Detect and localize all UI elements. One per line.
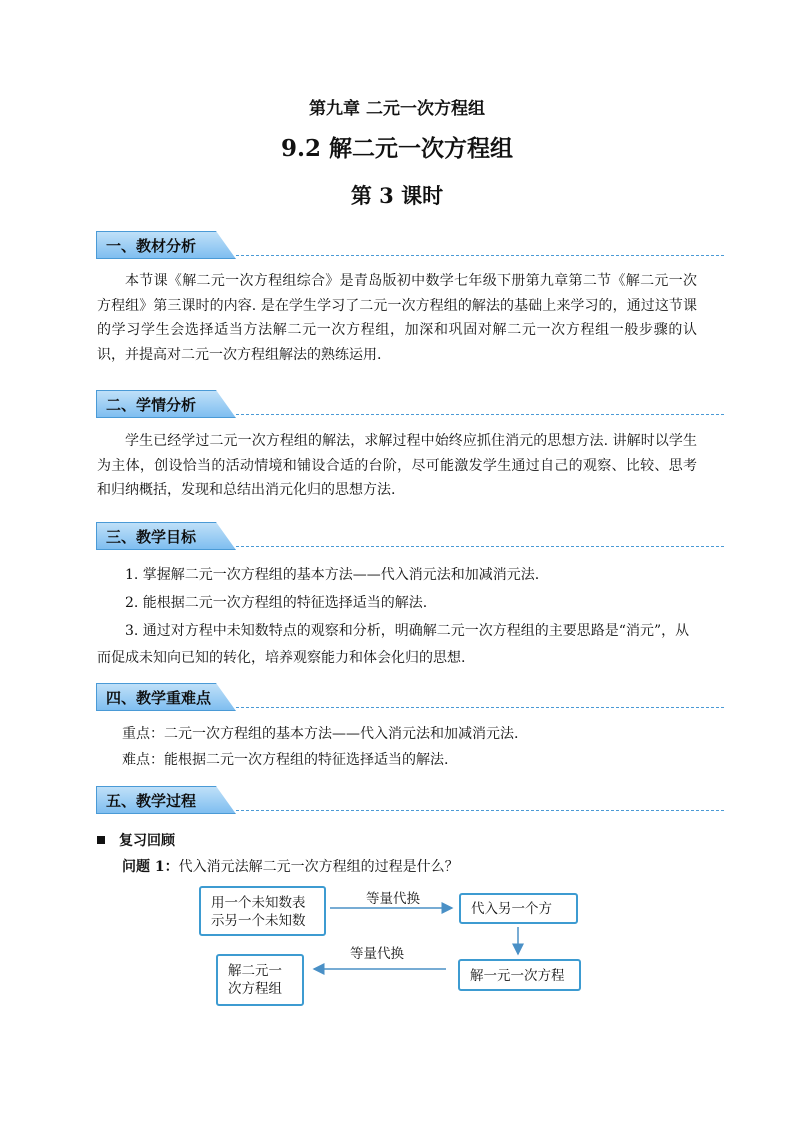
- arrow-label-top: 等量代换: [366, 891, 420, 907]
- lesson-title: 第 3 课时: [350, 183, 444, 208]
- objective-item-continued: 而促成未知向已知的转化，培养观察能力和体会化归的思想.: [97, 650, 466, 666]
- arrow-label-bottom: 等量代换: [350, 946, 404, 962]
- section-label: 三、教学目标: [106, 528, 197, 546]
- review-title: 复习回顾: [119, 833, 175, 849]
- question-label: 问题 1：: [122, 859, 179, 875]
- flow-box-solve-linear: 解一元一次方程: [458, 959, 581, 991]
- flow-box-solve-system: 解二元一次方程组: [216, 954, 304, 1006]
- section-label: 一、教材分析: [106, 237, 197, 255]
- textbook-analysis-text: 本节课《解二元一次方程组综合》是青岛版初中数学七年级下册第九章第二节《解二元一次方程组》第三课时的内容. 是在学生学习了二元一次方程组的解法的基础上来学习的，通过这节课的学习学生会选择适当方法解二元一次方程组，加深和巩固对解二元一次方程组一般步骤的认识，并提高对二元一次方程组解法的熟练运用.: [97, 273, 697, 363]
- key-difficulty: 难点：能根据二元一次方程组的特征选择适当的解法.: [122, 752, 449, 768]
- question-text: 代入消元法解二元一次方程组的过程是什么？: [178, 859, 459, 875]
- chapter-title: 第九章 二元一次方程组: [309, 99, 485, 119]
- section-title: 9.2 解二元一次方程组: [280, 135, 514, 162]
- objective-item: 3. 通过对方程中未知数特点的观察和分析，明确解二元一次方程组的主要思路是“消元”，从: [125, 623, 690, 639]
- key-focus: 重点：二元一次方程组的基本方法——代入消元法和加减消元法.: [122, 726, 519, 742]
- student-analysis-text: 学生已经学过二元一次方程组的解法，求解过程中始终应抓住消元的思想方法. 讲解时以学生为主体，创设恰当的活动情境和铺设合适的台阶，尽可能激发学生通过自己的观察、比较、思考和归纳概括，发现和总结出消元化归的思想方法.: [97, 433, 697, 498]
- objective-item: 2. 能根据二元一次方程组的特征选择适当的解法.: [125, 595, 428, 611]
- objective-item: 1. 掌握解二元一次方程组的基本方法——代入消元法和加减消元法.: [125, 567, 540, 583]
- section-label: 二、学情分析: [106, 396, 197, 414]
- flow-box-express-variable: 用一个未知数表示另一个未知数: [199, 886, 326, 936]
- section-label: 四、教学重难点: [106, 689, 212, 707]
- flow-box-substitute: 代入另一个方: [459, 893, 578, 924]
- section-label: 五、教学过程: [106, 792, 197, 810]
